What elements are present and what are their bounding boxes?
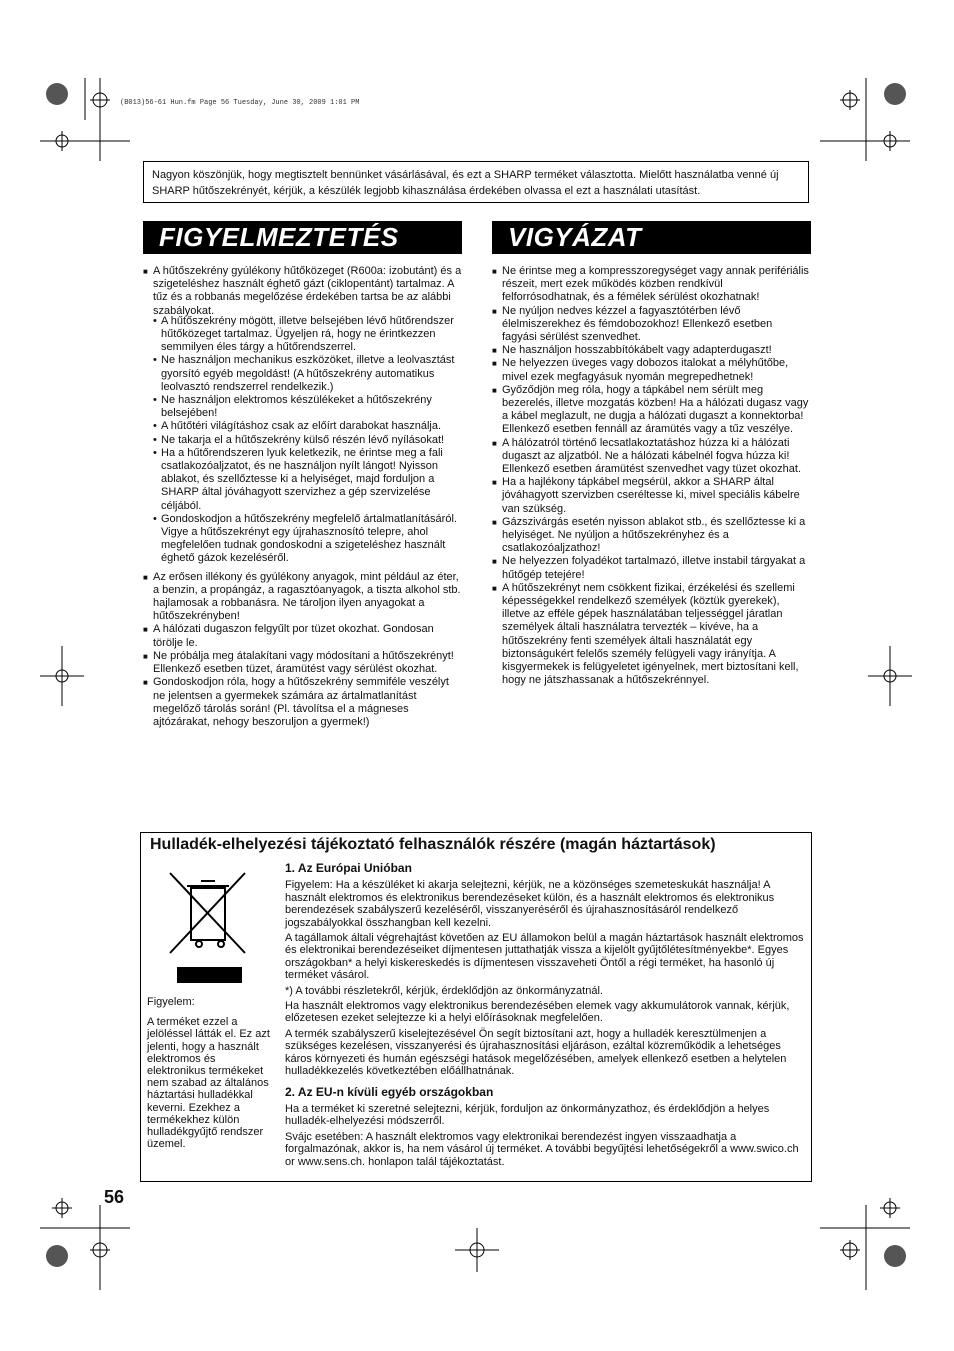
warning-subitem: • A hűtőtéri világításhoz csak az előírt darabokat használja. xyxy=(143,420,463,433)
caution-item: ■ Ne helyezzen üveges vagy dobozos italokat a mélyhűtőbe, mivel ezek megfagyásuk nyomán megrepedhetnek! xyxy=(492,357,810,383)
caution-item: ■ Ne nyúljon nedves kézzel a fagyasztótérben lévő élelmiszerekhez és fémdobozokhoz! Ellenkező esetben fagyási sérülést szenvedhet. xyxy=(492,305,810,345)
caution-item: ■ Győződjön meg róla, hogy a tápkábel nem sérült meg bezerelés, illetve mozgatás közben! Ha a hálózati dugasz vagy a kábel meglazult, ne dugja a hálózati dugaszt a konnektorba! Ellenkező esetben fennáll az áramütés vagy a tűz veszélye. xyxy=(492,384,810,437)
warning-subitem: • Ne takarja el a hűtőszekrény külső részén lévő nyílásokat! xyxy=(143,434,463,447)
section1-paragraph: Figyelem: Ha a készüléket ki akarja selejtezni, kérjük, ne a közönséges szemeteskukát használja! A használt elektromos és elektronikus berendezéseket külön, és a használt elektromos és elektronikus berendezések szabályszerű kezeléséről, visszanyeréséről és újrahasznosításáról rendelkező jogszabályokkal összhangban kell kezelni. xyxy=(285,879,775,929)
warning-subitem: • Ne használjon elektromos készülékeket a hűtőszekrény belsejében! xyxy=(143,394,463,420)
warning-list xyxy=(143,265,463,729)
crossed-bin-icon xyxy=(165,868,255,988)
section2-paragraph: Svájc esetében: A használt elektromos vagy elektronikai berendezést ingyen visszaadhatja a forgalmazónak, akkor is, ha nem vásárol új terméket. A további begyűjtési lehetőségekről a www.swico.ch or www.sens.ch. honlapon talál tájékoztatást. xyxy=(285,1130,799,1168)
warning-item: ■ Gondoskodjon róla, hogy a hűtőszekrény semmiféle veszélyt ne jelentsen a gyermekek számára az ártalmatlanítást megelőző tárolás során! (Pl. távolítsa el a mágneses ajtózárakat, nehogy beszoruljon a gyermek!) xyxy=(143,676,463,729)
caution-item: ■ A hűtőszekrényt nem csökkent fizikai, érzékelési és szellemi képességekkel rendelkező személyek (köztük gyerekek), illetve az efféle gépek használatában teljességgel járatlan személyek általi használatra tervezték – kivéve, ha a hűtőszekrény fenti személyek általi használatát egy biztonságukért felelős személy felügyeli vagy irányítja. A kisgyermekek is felügyeletet igényelnek, mert biztosítani kell, hogy ne játszhassanak a hűtőszekrénnyel. xyxy=(492,582,810,688)
section1-paragraph: *) A további részletekről, kérjük, érdeklődjön az önkormányzatnál. xyxy=(285,984,603,997)
caution-item: ■ Gázszivárgás esetén nyisson ablakot stb., és szellőztesse ki a helyiséget. Ne nyúljon a hűtőszekrényhez és a csatlakozóaljzathoz! xyxy=(492,516,810,556)
warning-item: ■ A hálózati dugaszon felgyűlt por tüzet okozhat. Gondosan törölje le. xyxy=(143,623,463,649)
page-number: 56 xyxy=(104,1187,125,1207)
section1-paragraph: A tagállamok általi végrehajtást követően az EU államokon belül a magán háztartások használt elektromos és elektronikai berendezéseiket díjmentesen juttathatják vissza a kijelölt gyűjtőlétesítményekbe*. Egyes országokban* a helyi kiskereskedés is díjmentesen visszaveheti Öntől a régi terméket, ha hasonló új terméket vásárol. xyxy=(285,932,804,982)
print-header: (B013)56-61 Hun.fm Page 56 Tuesday, June 30, 2009 1:01 PM xyxy=(120,99,360,107)
section2-title: 2. Az EU-n kívüli egyéb országokban xyxy=(285,1084,494,1099)
section1-paragraph: A termék szabályszerű kiselejtezésével Ön segít biztosítani azt, hogy a hulladék keresztülmenjen a szükséges kezelésen, visszanyerési és újrahasznosítási eljáráson, ezáltal közreműködik a lehetséges káros környezeti és humán egészségi hatások megelőzésében, amelyek ellenkező esetben a helytelen hulladékkezelés következtében előállhatnának. xyxy=(285,1027,787,1078)
warning-sublist xyxy=(143,315,463,566)
section1-title: 1. Az Európai Unióban xyxy=(285,861,412,875)
warning-subitem: • Ha a hűtőrendszeren lyuk keletkezik, ne érintse meg a fali csatlakozóaljzatot, és ne használjon nyílt lángot! Nyisson ablakot, és szellőztesse ki a helyiséget, majd forduljon a SHARP által jóváhagyott szervizhez a gép szervizelése céljából. xyxy=(143,447,463,513)
left-note-paragraph: A terméket ezzel a jelöléssel látták el. Ez azt jelenti, hogy a használt elektromos és elektronikus termékeket nem szabad az általános háztartási hulladékkal keverni. Ezekhez a termékekhez külön hulladékgyűjtő rendszer üzemel. xyxy=(147,1016,270,1151)
section1-paragraph: Ha használt elektromos vagy elektronikus berendezésében elemek vagy akkumulátorok vannak, kérjük, előzetesen ezeket selejtezze ki a helyi előírásoknak megfelelően. xyxy=(285,1000,790,1025)
waste-left-note xyxy=(147,996,277,1158)
warning-item: ■ A hűtőszekrény gyúlékony hűtőközeget (R600a: izobutánt) és a szigeteléshez használt éghető gázt (ciklopentánt) tartalmaz. A tűz és a robbanás megelőzése érdekében tartsa be az alábbi szabályokat. xyxy=(143,265,463,318)
warning-banner: FIGYELMEZTETÉS xyxy=(143,221,462,254)
waste-body xyxy=(285,862,805,1171)
warning-subitem: • A hűtőszekrény mögött, illetve belsejében lévő hűtőrendszer hűtőközeget tartalmaz. Ügyeljen rá, hogy ne érintkezzen semmilyen éles tárgy a hűtőrendszerrel. xyxy=(143,315,463,355)
left-note-paragraph: Figyelem: xyxy=(147,996,195,1008)
caution-item: ■ Ne helyezzen folyadékot tartalmazó, illetve instabil tárgyakat a hűtőgép tetejére! xyxy=(492,555,810,581)
caution-item: ■ Ne érintse meg a kompresszoregységet vagy annak perifériális részeit, mert ezek működés közben rendkívül felforrósodhatnak, és a fémélek sérülést okozhatnak! xyxy=(492,265,810,305)
intro-box: Nagyon köszönjük, hogy megtisztelt bennünket vásárlásával, és ezt a SHARP terméket választotta. Mielőtt használatba venné új SHARP hűtőszekrényét, kérjük, a készülék legjobb kihasználása érdekében olvassa el ezt a használati utasítást. xyxy=(143,161,809,203)
caution-banner: VIGYÁZAT xyxy=(492,221,811,254)
warning-subitem: • Ne használjon mechanikus eszközöket, illetve a leolvasztást gyorsító egyéb megoldást! (A hűtőszekrény automatikus leolvasztó rendszerrel rendelkezik.) xyxy=(143,354,463,394)
caution-item: ■ A hálózatról történő lecsatlakoztatáshoz húzza ki a hálózati dugaszt az aljzatból. Ne a hálózati kábelnél fogva húzza ki! Ellenkező esetben áramütést szenvedhet vagy tüzet okozhat. xyxy=(492,437,810,477)
section2-paragraph: Ha a terméket ki szeretné selejtezni, kérjük, forduljon az önkormányzathoz, és érdeklődjön a helyes hulladék-elhelyezési módszerről. xyxy=(285,1102,770,1128)
caution-item: ■ Ha a hajlékony tápkábel megsérül, akkor a SHARP által jóváhagyott szervizben cseréltesse ki, mivel speciális kábelre van szükség. xyxy=(492,476,810,516)
warning-item: ■ Ne próbálja meg átalakítani vagy módosítani a hűtőszekrényt! Ellenkező esetben tüzet, áramütést vagy sérülést okozhat. xyxy=(143,650,463,676)
warning-subitem: • Gondoskodjon a hűtőszekrény megfelelő ártalmatlanításáról. Vigye a hűtőszekrényt egy újrahasznosító telepre, ahol megfelelően tudnak gondoskodni a szigeteléshez használt éghető gázok kezeléséről. xyxy=(143,513,463,566)
waste-title: Hulladék-elhelyezési tájékoztató felhasználók részére (magán háztartások) xyxy=(150,836,716,853)
caution-item: ■ Ne használjon hosszabbítókábelt vagy adapterdugaszt! xyxy=(492,344,810,357)
caution-list xyxy=(492,265,810,688)
warning-item: ■ Az erősen illékony és gyúlékony anyagok, mint például az éter, a benzin, a propángáz, a ragasztóanyagok, a tiszta alkohol stb. hajlamosak a robbanásra. Ne tároljon ilyen anyagokat a hűtőszekrényben! xyxy=(143,571,463,624)
